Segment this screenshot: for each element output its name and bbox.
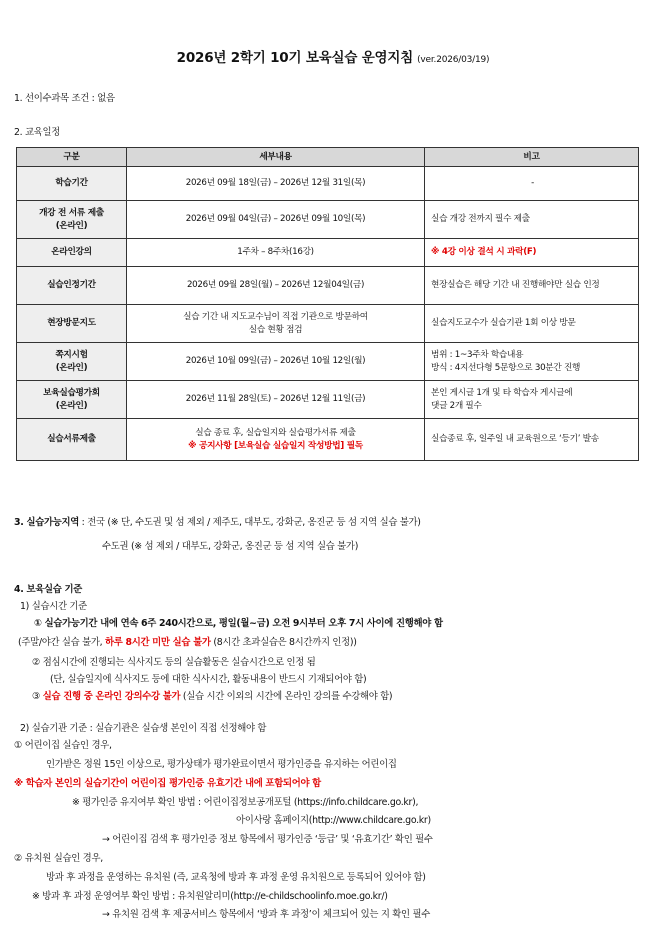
- daycare-check-instruction: → 어린이집 검색 후 평가인증 정보 항목에서 평가인증 ‘등급’ 및 ‘유효기간’ 확인 필수: [102, 834, 433, 845]
- time-standard-item3: [32, 690, 392, 703]
- schedule-table: [16, 147, 639, 461]
- cell-line: 2026년 09월 28일(월) – 2026년 12월04일(금): [186, 280, 365, 290]
- cell-line: 온라인강의: [51, 247, 92, 257]
- daycare-check-method: ※ 평가인증 유지여부 확인 방법 : 어린이집정보공개포털 (https://info.childcare.go.kr),: [72, 797, 419, 808]
- row-detail: [127, 201, 425, 239]
- cell-line: 개강 전 서류 제출: [39, 207, 104, 218]
- cell-line: 실습 기간 내 지도교수님이 직접 기관으로 방문하여: [183, 311, 368, 322]
- table-body: [17, 167, 639, 461]
- cell-line: 2026년 10월 09일(금) – 2026년 10월 12일(월): [185, 356, 366, 366]
- cell-line: 실습 개강 전까지 필수 제출: [431, 214, 530, 224]
- row-category: [17, 201, 127, 239]
- kindergarten-check-method: ※ 방과 후 과정 운영여부 확인 방법 : 유치원알리미(http://e-childschoolinfo.moe.go.kr/): [32, 891, 388, 902]
- cell-line: (온라인): [55, 220, 88, 231]
- cell-line: 방식 : 4지선다형 5문항으로 30분간 진행: [431, 362, 581, 373]
- kindergarten-desc: 방과 후 과정을 운영하는 유치원 (즉, 교육청에 방과 후 과정 운영 유치원으로 등록되어 있어야 함): [46, 872, 426, 883]
- institution-standard-heading: 2) 실습기관 기준 : 실습기관은 실습생 본인이 직접 선정해야 함: [20, 723, 267, 734]
- section-prerequisite: 1. 선이수과목 조건 : 없음: [14, 93, 115, 104]
- cell-line: 본인 게시글 1개 및 타 학습자 게시글에: [431, 387, 573, 398]
- cell-line: 쪽지시험: [55, 349, 88, 360]
- row-detail: [127, 167, 425, 201]
- cell-line: 범위 : 1~3주차 학습내용: [431, 349, 524, 360]
- time-standard-item2-note: (단, 실습일지에 식사지도 등에 대한 식사시간, 활동내용이 반드시 기재되어야 함): [50, 674, 367, 685]
- table-row: [17, 419, 639, 461]
- header-note: 비고: [425, 148, 639, 167]
- cell-line: 실습 종료 후, 실습일지와 실습평가서류 제출: [195, 427, 356, 438]
- table-row: [17, 305, 639, 343]
- row-note: [425, 239, 639, 267]
- row-note: [425, 201, 639, 239]
- cell-line: (온라인): [55, 400, 88, 411]
- cell-line: 1주차 – 8주차(16강): [237, 247, 314, 257]
- row-category: [17, 167, 127, 201]
- section-standards-heading: 4. 보육실습 기준: [14, 584, 82, 595]
- row-note: [425, 305, 639, 343]
- item3-rest: (실습 시간 이외의 시간에 온라인 강의를 수강해야 함): [180, 691, 393, 702]
- cell-line: -: [531, 178, 534, 188]
- cell-line: 실습서류제출: [47, 434, 96, 444]
- daycare-desc: 인가받은 정원 15인 이상으로, 평가상태가 평가완료이면서 평가인증을 유지하는 어린이집: [46, 759, 397, 770]
- table-row: [17, 267, 639, 305]
- row-note: [425, 167, 639, 201]
- region-line1: : 전국 (※ 단, 수도권 및 섬 제외 / 제주도, 대부도, 강화군, 옹진군 등 섬 지역 실습 불가): [79, 517, 421, 528]
- row-detail: [127, 239, 425, 267]
- row-detail: [127, 419, 425, 461]
- document-title: [0, 46, 666, 66]
- header-detail: 세부내용: [127, 148, 425, 167]
- region-line2: 수도권 (※ 섬 제외 / 대부도, 강화군, 옹진군 등 섬 지역 실습 불가): [102, 541, 359, 552]
- section-region: [14, 516, 421, 529]
- cell-line: 보육실습평가회: [43, 387, 100, 398]
- region-label: 3. 실습가능지역: [14, 517, 79, 528]
- row-note: [425, 267, 639, 305]
- cell-line: 2026년 11월 28일(토) – 2026년 12월 11일(금): [185, 394, 366, 404]
- row-detail: [127, 343, 425, 381]
- cell-line: ※ 4강 이상 결석 시 과락(F): [431, 247, 537, 257]
- row-category: [17, 239, 127, 267]
- time-standard-item1: ① 실습가능기간 내에 연속 6주 240시간으로, 평일(월~금) 오전 9시부터 오후 7시 사이에 진행해야 함: [34, 618, 443, 629]
- time-standard-item1-note: [18, 636, 357, 649]
- time-standard-item2: ② 점심시간에 진행되는 식사지도 등의 실습활동은 실습시간으로 인정 됨: [32, 657, 316, 668]
- row-detail: [127, 267, 425, 305]
- item3-num: ③: [32, 691, 43, 702]
- cell-line: 실습종료 후, 일주일 내 교육원으로 ‘등기’ 발송: [431, 434, 599, 444]
- row-category: [17, 343, 127, 381]
- row-detail: [127, 381, 425, 419]
- row-category: [17, 305, 127, 343]
- cell-line: 실습인정기간: [47, 280, 96, 290]
- cell-line: 2026년 09월 04일(금) – 2026년 09월 10일(목): [185, 214, 366, 224]
- item3-red: 실습 진행 중 온라인 강의수강 불가: [42, 691, 181, 702]
- header-category: 구분: [17, 148, 127, 167]
- row-category: [17, 381, 127, 419]
- title-version: (ver.2026/03/19): [417, 55, 490, 65]
- row-detail: [127, 305, 425, 343]
- cell-line: 현장방문지도: [47, 318, 96, 328]
- row-category: [17, 267, 127, 305]
- row-note: [425, 381, 639, 419]
- cell-line: (온라인): [55, 362, 88, 373]
- daycare-check-site2: 아이사랑 홈페이지(http://www.childcare.go.kr): [236, 815, 431, 826]
- section-schedule-heading: 2. 교육일정: [14, 127, 61, 138]
- row-note: [425, 419, 639, 461]
- daycare-warning: ※ 학습자 본인의 실습기간이 어린이집 평가인증 유효기간 내에 포함되어야 함: [14, 778, 321, 789]
- detail-warning: ※ 공지사항 [보육실습 실습일지 작성방법] 필독: [188, 440, 363, 451]
- table-row: [17, 239, 639, 267]
- cell-line: 현장실습은 해당 기간 내 진행해야만 실습 인정: [431, 280, 600, 290]
- item1-note-red: 하루 8시간 미만 실습 불가: [105, 637, 211, 648]
- cell-line: 학습기간: [55, 178, 88, 188]
- cell-line: 실습지도교수가 실습기관 1회 이상 방문: [431, 318, 576, 328]
- table-row: [17, 381, 639, 419]
- cell-line: 2026년 09월 18일(금) – 2026년 12월 31일(목): [185, 178, 366, 188]
- table-header-row: [17, 148, 639, 167]
- row-category: [17, 419, 127, 461]
- daycare-title: ① 어린이집 실습인 경우,: [14, 740, 112, 751]
- cell-line: 실습 현황 점검: [248, 324, 303, 335]
- cell-line: 댓글 2개 필수: [431, 400, 482, 411]
- kindergarten-check-instruction: → 유치원 검색 후 제공서비스 항목에서 ‘방과 후 과정’이 체크되어 있는 지 확인 필수: [102, 909, 430, 920]
- kindergarten-title: ② 유치원 실습인 경우,: [14, 853, 103, 864]
- item1-note-b: (8시간 초과실습은 8시간까지 인정)): [210, 637, 357, 648]
- row-note: [425, 343, 639, 381]
- title-main: 2026년 2학기 10기 보육실습 운영지침: [176, 50, 414, 66]
- table-row: [17, 167, 639, 201]
- time-standard-heading: 1) 실습시간 기준: [20, 601, 87, 612]
- table-row: [17, 343, 639, 381]
- item1-note-a: (주말/야간 실습 불가,: [18, 637, 105, 648]
- table-row: [17, 201, 639, 239]
